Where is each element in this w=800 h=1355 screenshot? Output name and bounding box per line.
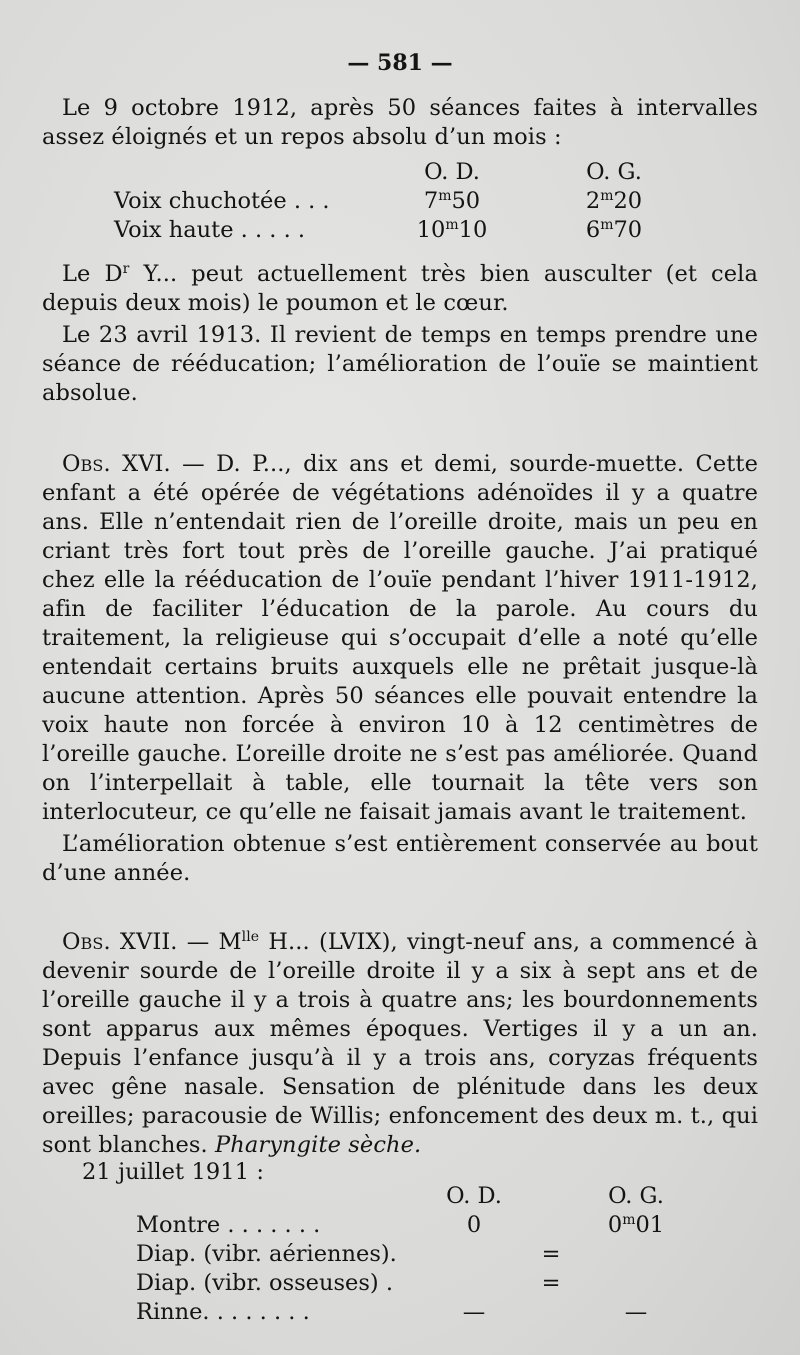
- table-row: [136, 1298, 696, 1327]
- table-row: [136, 1211, 696, 1240]
- paragraph-oct-1912: Le 9 octobre 1912, après 50 séances faites à intervalles assez éloignés et un repos absolu d’un mois :: [42, 95, 758, 150]
- table-row: [136, 1240, 696, 1269]
- date-july-1911: 21 juillet 1911 :: [82, 1159, 265, 1185]
- row-label: Rinne. . . . . . . .: [136, 1299, 310, 1325]
- equal-sign: =: [541, 1241, 561, 1267]
- hearing-table-2: [136, 1182, 696, 1327]
- table-row: [114, 216, 674, 245]
- og-value: 2$^m$20: [585, 188, 643, 214]
- row-label: Voix haute . . . . .: [114, 217, 306, 243]
- obs-heading: Obs. XVI.: [62, 451, 171, 477]
- paragraph-dr-y: Le $D^r$ Y... peut actuellement très bien ausculter (et cela depuis deux mois) le poumon et le cœur.: [42, 261, 758, 316]
- od-value: —: [462, 1299, 486, 1325]
- og-value: —: [624, 1299, 648, 1325]
- row-label: Diap. (vibr. osseuses) .: [136, 1270, 393, 1296]
- od-value: 7$^m$50: [423, 188, 481, 214]
- observation-xvi: Obs. XVI. — D. P..., dix ans et demi, sourde-muette. Cette enfant a été opérée de végétations adénoïdes il y a quatre ans. Elle n’entendait rien de l’oreille droite, mais un peu en criant très fort tout près de l’oreille gauche. J’ai pratiqué chez elle la rééducation de l’ouïe pendant l’hiver 1911-1912, afin de faciliter l’éducation de la parole. Au cours du traitement, la religieuse qui s’occupait d’elle a noté qu’elle entendait certains bruits auxquels elle ne prêtait jusque-là aucune attention. Après 50 séances elle pouvait entendre la voix haute non forcée à environ 10 à 12 centimètres de l’oreille gauche. L’oreille droite ne s’est pas améliorée. Quand on l’interpellait à table, elle tournait la tête vers son interlocuteur, ce qu’elle ne faisait jamais avant le traitement.: [42, 451, 758, 825]
- table-header-row: [114, 158, 674, 187]
- og-value: 6$^m$70: [585, 217, 643, 243]
- od-value: 10$^m$10: [416, 217, 488, 243]
- observation-xvii: Obs. XVII. — $M^{lle}$ H... (LVIX), vingt-neuf ans, a commencé à devenir sourde de l’oreille droite il y a six à sept ans et de l’oreille gauche il y a trois à quatre ans; les bourdonnements sont apparus aux mêmes époques. Vertiges il y a un an. Depuis l’enfance jusqu’à il y a trois ans, coryzas fréquents avec gêne nasale. Sensation de plénitude dans les deux oreilles; paracousie de Willis; enfoncement des deux m. t., qui sont blanches. Pharyngite sèche.: [42, 929, 758, 1158]
- page-number: — 581 —: [347, 50, 453, 76]
- col-og-header: O. G.: [608, 1183, 664, 1209]
- table-row: [136, 1269, 696, 1298]
- og-value: 0$^m$01: [607, 1212, 665, 1238]
- table-row: [114, 187, 674, 216]
- col-od-header: O. D.: [424, 159, 480, 185]
- row-label: Voix chuchotée . . .: [114, 188, 330, 214]
- od-value: 0: [466, 1212, 482, 1238]
- row-label: Diap. (vibr. aériennes).: [136, 1241, 397, 1267]
- obs-heading: Obs. XVII.: [62, 929, 178, 955]
- row-label: Montre . . . . . . .: [136, 1212, 321, 1238]
- paragraph-april-1913: Le 23 avril 1913. Il revient de temps en temps prendre une séance de rééducation; l’amélioration de l’ouïe se maintient absolue.: [42, 322, 758, 406]
- hearing-table-1: [114, 158, 674, 245]
- col-od-header: O. D.: [446, 1183, 502, 1209]
- equal-sign: =: [541, 1270, 561, 1296]
- col-og-header: O. G.: [586, 159, 642, 185]
- table-header-row: [136, 1182, 696, 1211]
- paragraph-amelioration: L’amélioration obtenue s’est entièrement conservée au bout d’une année.: [42, 831, 758, 886]
